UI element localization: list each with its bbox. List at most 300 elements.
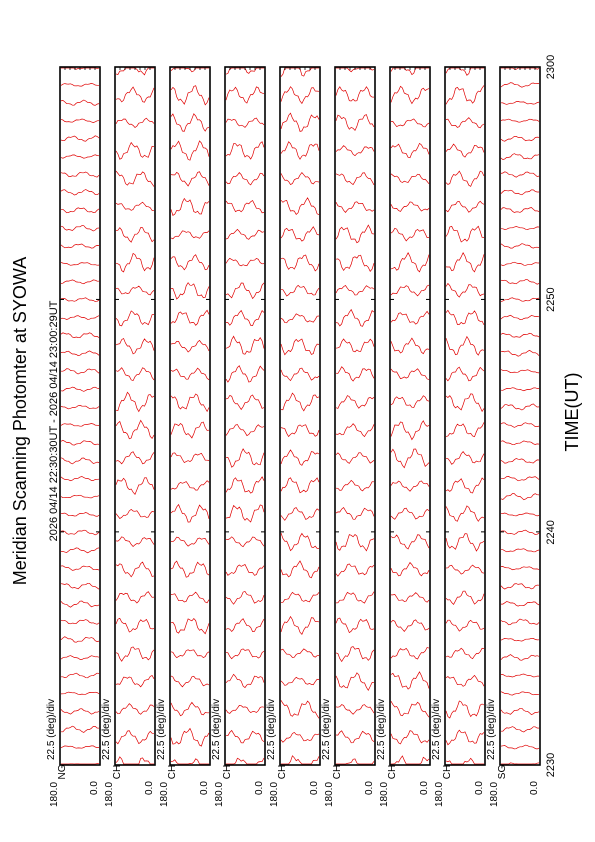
trace-line	[501, 602, 539, 607]
trace-line	[501, 315, 539, 319]
trace-line	[171, 283, 209, 299]
chart-title: Meridian Scanning Photomter at SYOWA	[10, 256, 30, 586]
trace-line	[391, 253, 429, 272]
trace-line	[171, 394, 209, 411]
trace-line	[281, 339, 319, 355]
trace-line	[501, 708, 539, 714]
trace-line	[336, 673, 374, 691]
trace-line	[226, 731, 264, 743]
trace-line	[61, 458, 99, 464]
trace-line	[171, 340, 209, 352]
trace-line	[116, 202, 154, 211]
trace-line	[281, 314, 319, 323]
trace-line	[501, 154, 539, 160]
trace-line	[226, 229, 264, 239]
trace-line	[501, 244, 539, 249]
trace-line	[116, 452, 154, 464]
trace-line	[226, 758, 264, 764]
trace-line	[171, 728, 209, 746]
trace-line	[446, 506, 484, 521]
channel-label: CH	[167, 764, 178, 780]
channel-label: CH	[332, 764, 343, 780]
trace-line	[336, 705, 374, 715]
trace-line	[391, 119, 429, 127]
trace-line	[61, 100, 99, 105]
trace-line	[446, 701, 484, 718]
trace-line	[281, 700, 319, 718]
scale-label: 22.5 (deg)/div	[156, 698, 167, 760]
trace-line	[61, 495, 99, 498]
trace-line	[501, 136, 539, 141]
trace-line	[446, 118, 484, 128]
trace-line	[226, 591, 264, 604]
trace-line	[61, 280, 99, 284]
panel-8	[431, 67, 485, 807]
trace-line	[61, 316, 99, 320]
trace-line	[61, 155, 99, 158]
trace-line	[171, 199, 209, 216]
panel-frame	[280, 67, 320, 765]
trace-line	[61, 530, 99, 535]
trace-line	[281, 173, 319, 185]
scale-label: 22.5 (deg)/div	[266, 698, 277, 760]
trace-line	[391, 369, 429, 380]
trace-line	[171, 481, 209, 490]
trace-line	[281, 649, 319, 658]
trace-line	[116, 87, 154, 102]
y-top-label: 180.0	[489, 781, 500, 807]
y-bottom-label: 0.0	[254, 781, 265, 795]
trace-line	[501, 208, 539, 213]
trace-line	[281, 533, 319, 551]
trace-line	[501, 674, 539, 677]
trace-line	[171, 537, 209, 546]
channel-label: NG	[57, 764, 68, 780]
trace-line	[391, 481, 429, 491]
trace-line	[116, 537, 154, 547]
trace-line	[61, 424, 99, 427]
trace-line	[501, 692, 539, 695]
y-bottom-label: 0.0	[529, 781, 540, 795]
trace-line	[501, 745, 539, 749]
trace-line	[116, 311, 154, 326]
trace-line	[171, 453, 209, 463]
trace-line	[446, 171, 484, 186]
trace-line	[336, 146, 374, 156]
y-bottom-label: 0.0	[144, 781, 155, 795]
trace-line	[116, 228, 154, 243]
trace-line	[171, 561, 209, 577]
x-tick-label: 2230	[545, 752, 557, 778]
trace-line	[61, 583, 99, 589]
trace-line	[116, 118, 154, 127]
trace-line	[281, 756, 319, 764]
trace-line	[336, 115, 374, 131]
trace-line	[116, 143, 154, 160]
trace-line	[61, 601, 99, 607]
trace-line	[336, 286, 374, 296]
panel-frame	[390, 67, 430, 765]
x-tick-label: 2250	[545, 287, 557, 312]
trace-line	[336, 647, 374, 662]
trace-line	[61, 172, 99, 177]
scale-label: 22.5 (deg)/div	[376, 698, 387, 760]
trace-line	[281, 113, 319, 131]
trace-line	[61, 656, 99, 660]
trace-line	[391, 449, 429, 468]
trace-line	[226, 649, 264, 659]
trace-line	[391, 648, 429, 660]
trace-line	[501, 423, 539, 428]
trace-line	[281, 255, 319, 271]
trace-line	[226, 118, 264, 127]
trace-line	[116, 618, 154, 632]
trace-line	[336, 480, 374, 491]
trace-line	[336, 367, 374, 381]
trace-line	[501, 119, 539, 122]
trace-line	[446, 226, 484, 242]
panel-7	[376, 67, 430, 807]
trace-line	[171, 619, 209, 634]
trace-line	[501, 350, 539, 356]
trace-line	[391, 756, 429, 764]
x-tick-label: 2300	[545, 54, 557, 80]
y-top-label: 180.0	[104, 781, 115, 807]
trace-line	[336, 87, 374, 101]
trace-line	[501, 388, 539, 391]
trace-line	[116, 676, 154, 687]
trace-line	[391, 228, 429, 241]
trace-line	[116, 478, 154, 495]
scale-label: 22.5 (deg)/div	[46, 698, 57, 760]
trace-line	[446, 367, 484, 381]
y-top-label: 180.0	[324, 781, 335, 807]
panel-frame	[225, 67, 265, 765]
y-bottom-label: 0.0	[474, 781, 485, 795]
trace-line	[226, 201, 264, 213]
panels-group	[46, 67, 540, 807]
trace-line	[116, 171, 154, 187]
trace-line	[336, 255, 374, 271]
trace-line	[446, 565, 484, 574]
trace-line	[281, 227, 319, 241]
trace-line	[61, 244, 99, 248]
trace-line	[281, 368, 319, 381]
trace-line	[226, 477, 264, 493]
trace-line	[391, 563, 429, 576]
channel-label: CH	[277, 764, 288, 780]
trace-line	[61, 83, 99, 86]
trace-line	[61, 620, 99, 625]
y-top-label: 180.0	[159, 781, 170, 807]
trace-line	[501, 459, 539, 464]
trace-line	[116, 286, 154, 295]
trace-line	[226, 705, 264, 713]
trace-line	[281, 592, 319, 602]
channel-label: CH	[387, 764, 398, 780]
trace-line	[501, 333, 539, 337]
trace-line	[391, 86, 429, 103]
trace-line	[501, 101, 539, 104]
trace-line	[281, 617, 319, 635]
trace-line	[226, 619, 264, 632]
trace-line	[336, 731, 374, 743]
trace-line	[226, 674, 264, 687]
trace-line	[391, 421, 429, 440]
trace-line	[61, 369, 99, 374]
y-bottom-label: 0.0	[89, 781, 100, 795]
trace-line	[446, 253, 484, 272]
trace-line	[116, 592, 154, 603]
trace-line	[61, 763, 99, 764]
trace-line	[61, 333, 99, 338]
trace-line	[391, 285, 429, 296]
trace-line	[116, 647, 154, 661]
trace-line	[501, 404, 539, 410]
trace-line	[116, 339, 154, 354]
trace-line	[501, 476, 539, 480]
trace-line	[501, 227, 539, 230]
trace-line	[446, 452, 484, 465]
trace-line	[501, 370, 539, 373]
trace-line	[61, 477, 99, 481]
trace-line	[226, 395, 264, 410]
trace-line	[281, 142, 319, 160]
scale-label: 22.5 (deg)/div	[486, 698, 497, 760]
panel-6	[321, 67, 375, 807]
panel-4	[211, 67, 265, 807]
trace-line	[501, 494, 539, 500]
trace-line	[336, 339, 374, 352]
trace-line	[391, 396, 429, 408]
panel-5	[266, 67, 320, 807]
trace-line	[391, 593, 429, 603]
trace-line	[281, 198, 319, 215]
trace-line	[226, 537, 264, 547]
trace-line	[501, 727, 539, 732]
trace-line	[281, 285, 319, 296]
trace-line	[501, 655, 539, 661]
trace-line	[281, 393, 319, 411]
trace-line	[446, 534, 484, 551]
trace-line	[281, 732, 319, 742]
trace-line	[501, 763, 539, 764]
y-top-label: 180.0	[49, 781, 60, 807]
scale-label: 22.5 (deg)/div	[101, 698, 112, 760]
trace-line	[446, 201, 484, 212]
x-axis-label: TIME(UT)	[562, 372, 582, 452]
channel-label: CH	[112, 764, 123, 780]
trace-line	[281, 87, 319, 104]
trace-line	[116, 562, 154, 577]
trace-line	[281, 478, 319, 493]
trace-line	[446, 648, 484, 659]
trace-line	[61, 726, 99, 732]
channel-label: CH	[222, 764, 233, 780]
panel-frame	[170, 67, 210, 765]
panel-3	[156, 67, 210, 807]
trace-line	[391, 338, 429, 354]
trace-line	[226, 311, 264, 326]
trace-line	[446, 758, 484, 764]
trace-line	[116, 368, 154, 381]
trace-line	[171, 86, 209, 105]
y-bottom-label: 0.0	[309, 781, 320, 795]
trace-line	[391, 731, 429, 744]
trace-line	[446, 675, 484, 686]
trace-line	[446, 394, 484, 412]
y-bottom-label: 0.0	[419, 781, 430, 795]
trace-line	[391, 143, 429, 157]
trace-line	[116, 420, 154, 438]
trace-line	[171, 255, 209, 270]
trace-line	[336, 310, 374, 327]
trace-line	[336, 225, 374, 243]
trace-line	[171, 368, 209, 380]
trace-line	[336, 592, 374, 603]
trace-line	[501, 584, 539, 590]
trace-line	[226, 336, 264, 354]
trace-line	[281, 508, 319, 521]
trace-line	[501, 262, 539, 265]
trace-line	[446, 620, 484, 631]
trace-line	[116, 392, 154, 411]
trace-line	[501, 83, 539, 88]
trace-line	[281, 425, 319, 437]
trace-line	[336, 535, 374, 551]
trace-line	[446, 85, 484, 104]
scale-label: 22.5 (deg)/div	[211, 698, 222, 760]
trace-line	[226, 505, 264, 522]
trace-line	[171, 759, 209, 764]
trace-line	[116, 757, 154, 764]
trace-line	[116, 509, 154, 518]
panel-9	[486, 67, 540, 807]
trace-line	[446, 337, 484, 356]
trace-line	[226, 142, 264, 159]
trace-line	[391, 620, 429, 632]
trace-line	[501, 441, 539, 445]
trace-line	[226, 258, 264, 266]
trace-line	[61, 673, 99, 678]
trace-line	[446, 144, 484, 157]
scale-label: 22.5 (deg)/div	[431, 698, 442, 760]
trace-line	[391, 508, 429, 519]
trace-line	[336, 564, 374, 576]
y-top-label: 180.0	[379, 781, 390, 807]
x-tick-label: 2240	[545, 520, 557, 545]
trace-line	[391, 672, 429, 689]
trace-line	[446, 730, 484, 745]
trace-line	[61, 119, 99, 123]
y-top-label: 180.0	[214, 781, 225, 807]
trace-line	[446, 591, 484, 604]
trace-line	[61, 746, 99, 748]
trace-line	[501, 567, 539, 570]
panel-frame	[60, 67, 100, 765]
scale-label: 22.5 (deg)/div	[321, 698, 332, 760]
trace-line	[61, 709, 99, 714]
trace-line	[61, 387, 99, 391]
trace-line	[116, 253, 154, 272]
trace-line	[171, 310, 209, 325]
trace-line	[281, 450, 319, 466]
trace-line	[171, 141, 209, 160]
trace-line	[61, 226, 99, 231]
trace-line	[171, 114, 209, 132]
trace-line	[446, 284, 484, 298]
time-axis	[545, 55, 557, 777]
channel-label: SG	[497, 764, 508, 780]
trace-line	[61, 136, 99, 141]
trace-line	[446, 310, 484, 325]
trace-line	[336, 424, 374, 437]
trace-line	[281, 677, 319, 685]
trace-line	[61, 566, 99, 571]
trace-line	[171, 592, 209, 603]
trace-line	[116, 704, 154, 715]
trace-line	[61, 262, 99, 265]
trace-line	[391, 701, 429, 717]
trace-line	[61, 190, 99, 196]
trace-line	[61, 405, 99, 409]
trace-line	[501, 298, 539, 302]
trace-line	[171, 676, 209, 687]
y-top-label: 180.0	[434, 781, 445, 807]
trace-line	[61, 692, 99, 694]
trace-line	[226, 425, 264, 436]
trace-line	[61, 513, 99, 517]
trace-line	[501, 549, 539, 552]
trace-line	[336, 396, 374, 409]
trace-line	[171, 231, 209, 239]
trace-line	[61, 208, 99, 213]
trace-line	[336, 173, 374, 185]
channel-label: CH	[442, 764, 453, 780]
y-top-label: 180.0	[269, 781, 280, 807]
trace-line	[61, 548, 99, 553]
trace-line	[391, 311, 429, 324]
trace-line	[336, 759, 374, 764]
trace-line	[446, 478, 484, 493]
trace-line	[281, 561, 319, 578]
trace-line	[171, 702, 209, 715]
trace-line	[226, 366, 264, 382]
trace-line	[391, 535, 429, 549]
trace-line	[61, 298, 99, 302]
trace-line	[226, 565, 264, 576]
trace-line	[336, 618, 374, 633]
trace-line	[116, 731, 154, 744]
trace-line	[61, 351, 99, 356]
trace-line	[226, 173, 264, 185]
panel-frame	[445, 67, 485, 765]
trace-line	[171, 650, 209, 658]
trace-line	[171, 172, 209, 186]
trace-line	[501, 638, 539, 641]
trace-line	[501, 190, 539, 195]
trace-line	[226, 87, 264, 103]
y-bottom-label: 0.0	[364, 781, 375, 795]
trace-line	[171, 505, 209, 522]
trace-line	[501, 530, 539, 535]
trace-line	[501, 172, 539, 177]
y-bottom-label: 0.0	[199, 781, 210, 795]
trace-line	[501, 280, 539, 285]
trace-line	[391, 174, 429, 184]
chart-subtitle: 2026 04/14 22:30:30UT - 2026 04/14 23:00:29UT	[48, 300, 60, 542]
trace-line	[226, 283, 264, 299]
